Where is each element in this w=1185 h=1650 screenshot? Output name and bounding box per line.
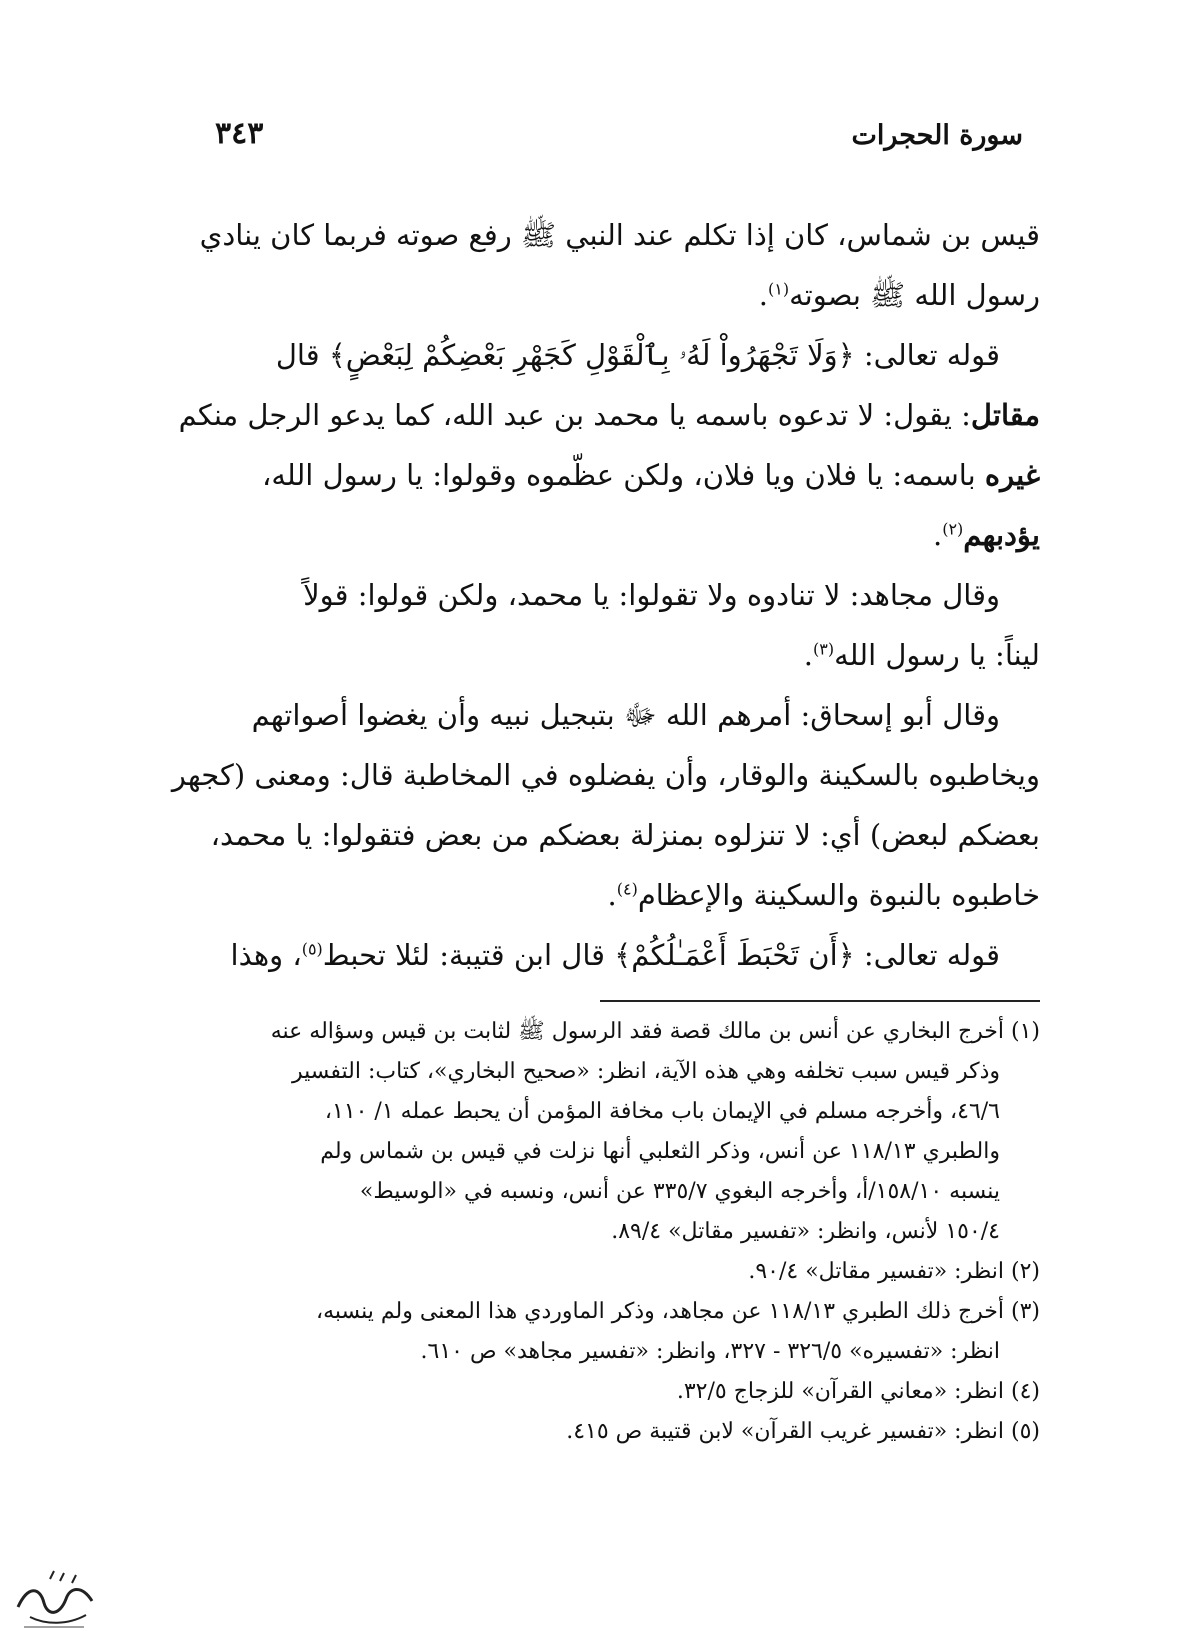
bold-word: يؤدبهم (963, 518, 1040, 552)
footnote-line: ٤٦/٦، وأخرجه مسلم في الإيمان باب مخافة المؤمن أن يحبط عمله ١/ ١١٠، (324, 1099, 1000, 1124)
line-text: قال ابن قتيبة: لئلا تحبط (322, 938, 615, 972)
text-line (140, 805, 1040, 865)
text-line (140, 325, 1040, 385)
bold-word: غيره (984, 458, 1040, 492)
line-text: ويخاطبوه بالسكينة والوقار، وأن يفضلوه في المخاطبة قال: ومعنى (كجهر (171, 758, 1040, 792)
line-text: قوله تعالى: (854, 938, 1000, 972)
line-text: قوله تعالى: (854, 338, 1000, 372)
text-line: يؤدبهم$^{(٢)}$. (932, 518, 1040, 552)
text-line (140, 685, 1040, 745)
footnote-line: ١٥٠/٤ لأنس، وانظر: «تفسير مقاتل» ٨٩/٤. (611, 1219, 1000, 1244)
page-number: ٣٤٣ (215, 116, 264, 151)
text-line (140, 385, 1040, 445)
footnote-ref[interactable]: (٥) (301, 939, 323, 959)
footnote-ref[interactable]: (٣) (813, 639, 835, 659)
line-text: ، وهذا (230, 938, 302, 972)
text-line (140, 565, 1040, 625)
line-text: باسمه: يا فلان ويا فلان، ولكن عظّموه وقولوا: يا رسول الله، (261, 458, 985, 492)
surah-title: سورة الحجرات (851, 120, 1023, 151)
line-text: ليناً: يا رسول الله (834, 638, 1040, 672)
text-line: ليناً: يا رسول الله$^{(٣)}$. (803, 638, 1040, 672)
footnote-2: (٢) انظر: «تفسير مقاتل» ٩٠/٤. (748, 1259, 1040, 1284)
line-text: بعضكم لبعض) أي: لا تنزلوه بمنزلة بعضكم من بعض فتقولوا: يا محمد، (210, 818, 1040, 852)
footnote-4: (٤) انظر: «معاني القرآن» للزجاج ٣٢/٥. (676, 1379, 1040, 1404)
line-text: وقال مجاهد: لا تنادوه ولا تقولوا: يا محمد، ولكن قولوا: قولاً (303, 578, 1000, 612)
main-text (140, 205, 1040, 985)
line-text: رسول الله ﷺ بصوته (789, 278, 1040, 312)
footnote-divider (600, 1000, 1040, 1002)
footnote-line: ينسبه ١٥٨/١٠/أ، وأخرجه البغوي ٣٣٥/٧ عن أنس، ونسبه في «الوسيط» (359, 1179, 1000, 1204)
footnote-line: انظر: «تفسيره» ٣٢٦/٥ - ٣٢٧، وانظر: «تفسير مجاهد» ص ٦١٠. (420, 1339, 1000, 1364)
footnote-ref[interactable]: (١) (768, 279, 790, 299)
calligraphy-ornament-icon (10, 1565, 100, 1635)
footnote-ref[interactable]: (٢) (942, 519, 964, 539)
text-line (140, 745, 1040, 805)
line-text: : يقول: لا تدعوه باسمه يا محمد بن عبد الله، كما يدعو الرجل منكم (178, 398, 971, 432)
text-line: رسول الله ﷺ بصوته$^{(١)}$. (758, 278, 1040, 312)
footnote-line: والطبري ١١٨/١٣ عن أنس، وذكر الثعلبي أنها نزلت في قيس بن شماس ولم (320, 1139, 1000, 1164)
text-line (140, 925, 1040, 985)
footnotes (140, 1012, 1040, 1452)
line-text: وقال أبو إسحاق: أمرهم الله ﷻ بتبجيل نبيه وأن يغضوا أصواتهم (251, 698, 1000, 732)
line-text: خاطبوه بالنبوة والسكينة والإعظام (637, 878, 1040, 912)
footnote-1: (١) أخرج البخاري عن أنس بن مالك قصة فقد الرسول ﷺ لثابت بن قيس وسؤاله عنه (270, 1019, 1040, 1044)
line-text: قال (275, 338, 329, 372)
footnote-5: (٥) انظر: «تفسير غريب القرآن» لابن قتيبة ص ٤١٥. (566, 1419, 1040, 1444)
footnote-ref[interactable]: (٤) (616, 879, 638, 899)
line-text: قيس بن شماس، كان إذا تكلم عند النبي ﷺ رفع صوته فربما كان ينادي (199, 218, 1040, 252)
text-line (140, 445, 1040, 505)
footnote-line: وذكر قيس سبب تخلفه وهي هذه الآية، انظر: «صحيح البخاري»، كتاب: التفسير (292, 1059, 1000, 1084)
page-header (0, 112, 1185, 162)
text-line (140, 205, 1040, 265)
quran-verse: ﴿أَن تَحْبَطَ أَعْمَـٰلُكُمْ﴾ (614, 938, 855, 972)
bold-word: مقاتل (970, 398, 1040, 432)
text-line: خاطبوه بالنبوة والسكينة والإعظام$^{(٤)}$. (607, 878, 1040, 912)
footnote-3: (٣) أخرج ذلك الطبري ١١٨/١٣ عن مجاهد، وذكر الماوردي هذا المعنى ولم ينسبه، (315, 1299, 1040, 1324)
quran-verse: ﴿وَلَا تَجْهَرُواْ لَهُۥ بِٱلْقَوْلِ كَجَهْرِ بَعْضِكُمْ لِبَعْضٍ﴾ (328, 338, 855, 372)
